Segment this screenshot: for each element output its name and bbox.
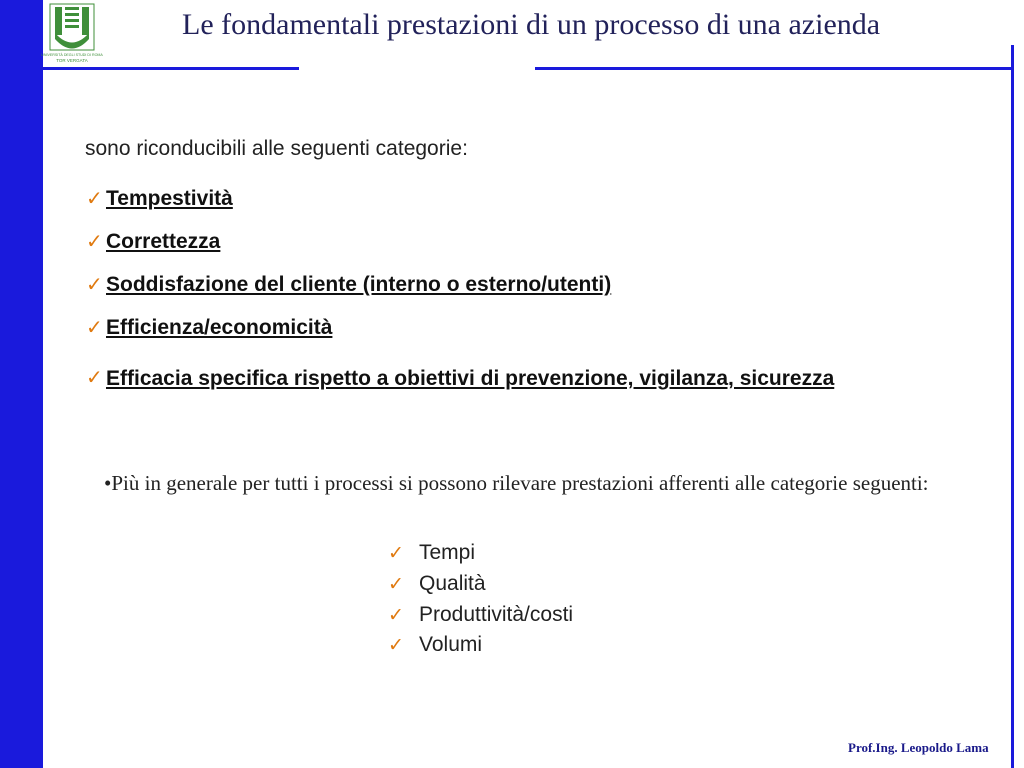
slide-title: Le fondamentali prestazioni di un processo di una azienda [182,8,881,41]
category-item: ✓ Soddisfazione del cliente (interno o esterno/utenti) [86,273,612,296]
category-item: ✓ Tempestività [86,187,233,210]
sub-category-item: ✓ Produttività/costi [388,603,574,626]
svg-text:TOR VERGATA: TOR VERGATA [56,58,88,63]
checkmark-icon: ✓ [388,635,404,656]
header-rule-left [43,67,299,70]
right-border-rule [1011,45,1014,768]
checkmark-icon: ✓ [86,317,103,339]
category-item: ✓ Correttezza [86,230,221,253]
checkmark-icon: ✓ [86,188,103,210]
checkmark-icon: ✓ [86,231,103,253]
checkmark-icon: ✓ [388,543,404,564]
university-logo [41,4,103,64]
category-item: ✓ Efficienza/economicità [86,316,333,339]
checkmark-icon: ✓ [86,274,103,296]
general-statement: •Più in generale per tutti i processi si possono rilevare prestazioni afferenti alle categorie seguenti: [104,471,929,495]
university-logo-icon [41,4,103,64]
category-item: ✓ Efficacia specifica rispetto a obiettivi di prevenzione, vigilanza, sicurezza [86,364,956,393]
checkmark-icon: ✓ [388,574,404,595]
left-accent-bar [0,0,43,768]
intro-text: sono riconducibili alle seguenti categorie: [85,137,468,160]
sub-category-item: ✓ Volumi [388,633,483,656]
checkmark-icon: ✓ [86,367,103,389]
sub-category-item: ✓ Qualità [388,572,486,595]
svg-text:UNIVERSITÀ DEGLI STUDI DI ROMA: UNIVERSITÀ DEGLI STUDI DI ROMA [41,53,103,57]
header-rule-right [535,67,1014,70]
sub-category-item: ✓ Tempi [388,541,476,564]
footer-author: Prof.Ing. Leopoldo Lama [848,740,989,755]
checkmark-icon: ✓ [388,605,404,626]
